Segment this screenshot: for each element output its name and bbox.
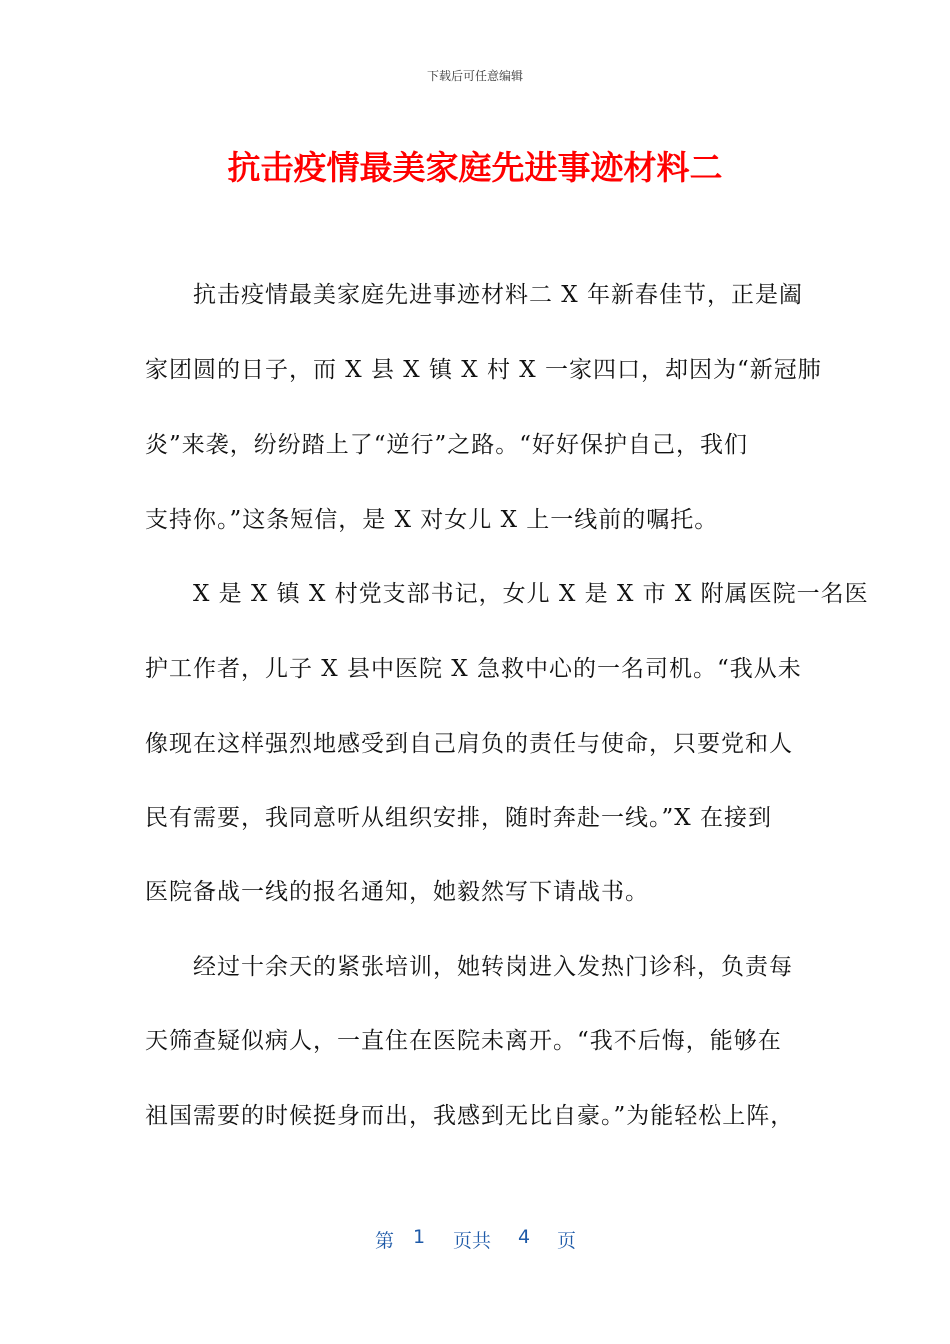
- body-line: 支持你。”这条短信，是 X 对女儿 X 上一线前的嘱托。: [145, 507, 719, 533]
- body-line: 家团圆的日子，而 X 县 X 镇 X 村 X 一家四口，却因为“新冠肺: [145, 357, 822, 383]
- body-line: 护工作者，儿子 X 县中医院 X 急救中心的一名司机。“我从未: [145, 656, 802, 682]
- page-number-suffix: 页: [557, 1230, 577, 1252]
- body-line: 经过十余天的紧张培训，她转岗进入发热门诊科，负责每: [145, 954, 793, 980]
- header-note: 下载后可任意编辑: [426, 69, 523, 83]
- body-line: X 是 X 镇 X 村党支部书记，女儿 X 是 X 市 X 附属医院一名医: [145, 581, 869, 607]
- body-line: 炎”来袭，纷纷踏上了“逆行”之路。“好好保护自己，我们: [145, 432, 749, 458]
- page-number-current: 1: [413, 1226, 426, 1248]
- body-line: 抗击疫情最美家庭先进事迹材料二 X 年新春佳节，正是阖: [145, 282, 803, 308]
- body-line: 像现在这样强烈地感受到自己肩负的责任与使命，只要党和人: [145, 731, 793, 757]
- page-number-total: 4: [518, 1226, 531, 1248]
- page-number-prefix: 第: [375, 1230, 395, 1252]
- body-line: 医院备战一线的报名通知，她毅然写下请战书。: [145, 879, 649, 905]
- page-footer: [0, 1226, 950, 1252]
- body-line: 祖国需要的时候挺身而出，我感到无比自豪。”为能轻松上阵，: [145, 1103, 795, 1129]
- document-title: 抗击疫情最美家庭先进事迹材料二: [227, 148, 723, 187]
- page-number-middle: 页共: [453, 1230, 492, 1252]
- body-line: 民有需要，我同意听从组织安排，随时奔赴一线。”X 在接到: [145, 805, 772, 831]
- body-line: 天筛查疑似病人，一直住在医院未离开。“我不后悔，能够在: [145, 1028, 782, 1054]
